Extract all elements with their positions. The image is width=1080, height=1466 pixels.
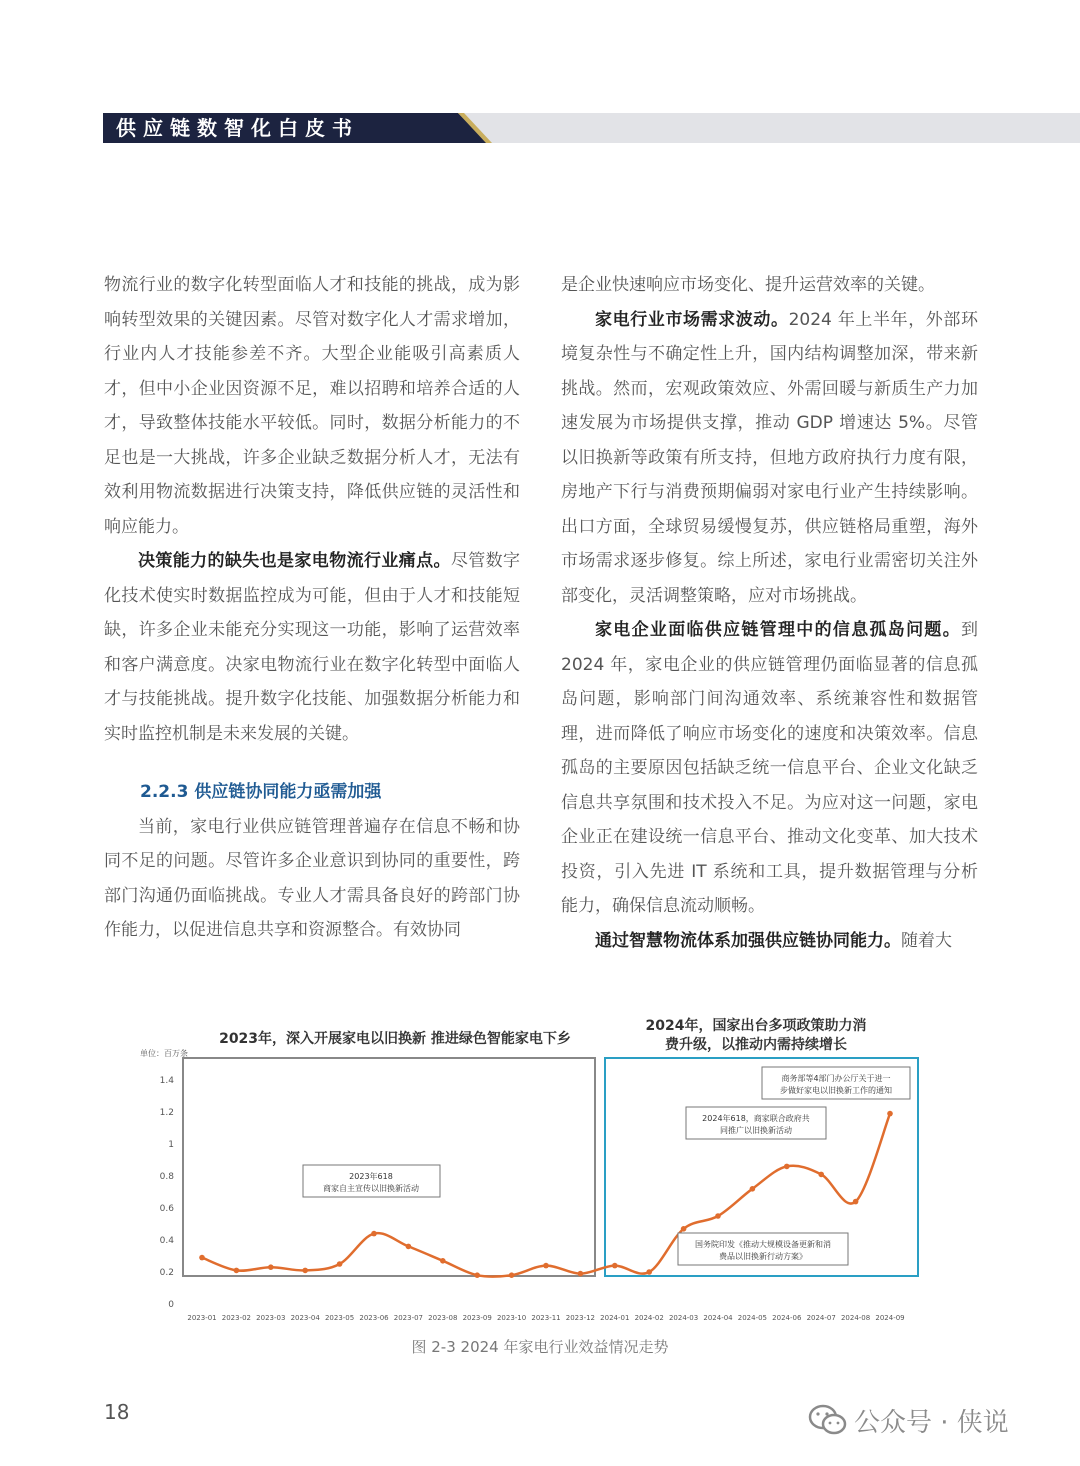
right-paragraph-0: 是企业快速响应市场变化、提升运营效率的关键。 [561, 275, 935, 295]
watermark-text: 公众号 · 侠说 [854, 1407, 1009, 1438]
x-tick-label: 2024-06 [772, 1314, 802, 1322]
x-tick-label: 2023-10 [496, 1314, 527, 1322]
data-point [474, 1272, 480, 1278]
x-tick-label: 2023-02 [221, 1314, 252, 1322]
y-tick-label: 1.4 [159, 1076, 174, 1086]
annotation-2024-618 [686, 1107, 826, 1139]
chart-unit-label: 单位：百万条 [140, 1049, 188, 1058]
y-tick-label: 0.8 [159, 1172, 174, 1182]
right-paragraph-3-lead: 通过智慧物流体系加强供应链协同能力。 [595, 930, 901, 951]
x-tick-label: 2023-09 [462, 1314, 492, 1322]
data-point [337, 1261, 343, 1267]
data-point [612, 1263, 618, 1269]
chart-title-2024-line1: 2024年，国家出台多项政策助力消 [645, 1018, 867, 1034]
page-number: 18 [104, 1400, 130, 1424]
annotation-ministry-line2: 步做好家电以旧换新工作的通知 [780, 1086, 892, 1095]
right-column [561, 268, 978, 958]
left-paragraph-1: 物流行业的数字化转型面临人才和技能的挑战，成为影响转型效果的关键因素。尽管对数字化人才需求增加，行业内人才技能参差不齐。大型企业能吸引高素质人才，但中小企业因资源不足，难以招聘和培养合适的人才，导致整体技能水平较低。同时，数据分析能力的不足也是一大挑战，许多企业缺乏数据分析人才，无法有效利用物流数据进行决策支持，降低供应链的灵活性和响应能力。 [104, 275, 520, 537]
y-tick-label: 0.6 [159, 1204, 174, 1214]
x-tick-label: 2023-01 [187, 1314, 217, 1322]
annotation-2024-618-line2: 同推广以旧换新活动 [720, 1126, 792, 1135]
left-paragraph-2-body: 尽管数字化技术使实时数据监控成为可能，但由于人才和技能短缺，许多企业未能充分实现这一功能，影响了运营效率和客户满意度。决家电物流行业在数字化转型中面临人才与技能挑战。提升数字化技能、加强数据分析能力和实时监控机制是未来发展的关键。 [104, 551, 521, 744]
annotation-state-council [678, 1233, 848, 1265]
x-tick-label: 2024-05 [737, 1314, 768, 1322]
y-tick-label: 0.2 [159, 1268, 174, 1278]
right-paragraph-2-lead: 家电企业面临供应链管理中的信息孤岛问题。 [595, 620, 961, 640]
data-point [818, 1172, 824, 1178]
x-axis-ticks [187, 1314, 904, 1322]
right-paragraph-1 [561, 303, 978, 614]
annotation-ministry-line1: 商务部等4部门办公厅关于进一 [781, 1074, 891, 1083]
right-paragraph-3-body: 随着大 [901, 930, 952, 951]
data-point [371, 1231, 377, 1237]
right-paragraph-1-body: 2024 年上半年，外部环境复杂性与不确定性上升，国内结构调整加深，带来新挑战。然而，宏观政策效应、外需回暖与新质生产力加速发展为市场提供支撑，推动 GDP 增速达 5%。尽管以旧换新等政策有所支持，但地方政府执行力度有限，房地产下行与消费预期偏弱对家电行业产生持续影响。出口方面，全球贸易缓慢复苏，供应链格局重塑，海外市场需求逐步修复。综上所述，家电行业需密切关注外部变化，灵活调整策略，应对市场挑战。 [561, 309, 978, 606]
x-tick-label: 2024-02 [634, 1314, 664, 1322]
x-tick-label: 2023-05 [324, 1314, 355, 1322]
data-point [302, 1268, 308, 1274]
left-column [104, 268, 520, 948]
left-paragraph-3: 当前，家电行业供应链管理普遍存在信息不畅和协同不足的问题。尽管许多企业意识到协同的重要性，跨部门沟通仍面临挑战。专业人才需具备良好的跨部门协作能力，以促进信息共享和资源整合。有效协同 [104, 816, 520, 940]
chart-title-2023: 2023年，深入开展家电以旧换新 推进绿色智能家电下乡 [219, 1031, 571, 1047]
x-tick-label: 2023-11 [531, 1314, 561, 1322]
left-paragraph-2-lead: 决策能力的缺失也是家电物流行业痛点。 [138, 551, 451, 571]
right-paragraph-2 [561, 613, 978, 924]
annotation-state-council-line1: 国务院印发《推动大规模设备更新和消 [695, 1240, 831, 1249]
y-tick-label: 1.2 [159, 1108, 174, 1118]
data-point [268, 1264, 274, 1270]
data-point [853, 1199, 859, 1205]
data-point [750, 1186, 756, 1192]
data-point [887, 1111, 893, 1117]
data-point [715, 1213, 721, 1219]
chart [130, 1005, 920, 1325]
annotation-state-council-line2: 费品以旧换新行动方案》 [719, 1252, 807, 1261]
x-tick-label: 2023-07 [393, 1314, 424, 1322]
data-point [440, 1258, 446, 1264]
data-point [784, 1164, 790, 1170]
left-paragraph-2 [104, 544, 520, 751]
y-tick-label: 0 [168, 1300, 174, 1310]
right-paragraph-3 [561, 924, 978, 959]
x-tick-label: 2024-07 [806, 1314, 836, 1322]
annotation-ministry-notice [762, 1067, 910, 1099]
x-tick-label: 2023-12 [565, 1314, 596, 1322]
x-tick-label: 2024-08 [840, 1314, 871, 1322]
header-title: 供应链数智化白皮书 [116, 116, 359, 140]
watermark [808, 1402, 1009, 1438]
x-tick-label: 2024-09 [875, 1314, 905, 1322]
x-tick-label: 2024-01 [600, 1314, 630, 1322]
x-tick-label: 2023-03 [256, 1314, 286, 1322]
data-point [578, 1271, 584, 1277]
annotation-2023-618-line1: 2023年618 [349, 1172, 393, 1181]
y-tick-label: 0.4 [159, 1236, 174, 1246]
section-heading: 2.2.3 供应链协同能力亟需加强 [140, 782, 382, 802]
y-tick-label: 1 [168, 1140, 174, 1150]
right-paragraph-2-body: 到 2024 年，家电企业的供应链管理仍面临显著的信息孤岛问题，影响部门间沟通效率、系统兼容性和数据管理，进而降低了响应市场变化的速度和决策效率。信息孤岛的主要原因包括缺乏统一信息平台、企业文化缺乏信息共享氛围和技术投入不足。为应对这一问题，家电企业正在建设统一信息平台、推动文化变革、加大技术投资，引入先进 IT 系统和工具，提升数据管理与分析能力，确保信息流动顺畅。 [561, 620, 978, 916]
x-tick-label: 2023-04 [290, 1314, 320, 1322]
data-point [646, 1269, 652, 1275]
x-tick-label: 2023-08 [428, 1314, 458, 1322]
data-point [509, 1272, 515, 1278]
annotation-2024-618-line1: 2024年618，商家联合政府共 [702, 1114, 810, 1123]
wechat-icon [808, 1404, 848, 1436]
y-axis-ticks [160, 1076, 175, 1310]
data-point [543, 1263, 549, 1269]
data-point [234, 1268, 240, 1274]
data-point [406, 1244, 412, 1250]
data-point [199, 1255, 205, 1261]
chart-svg [130, 1005, 920, 1325]
data-point [681, 1226, 687, 1232]
annotation-2023-618-line2: 商家自主宣传以旧换新活动 [323, 1184, 419, 1193]
annotation-2023-618 [303, 1165, 440, 1197]
figure-caption: 图 2-3 2024 年家电行业效益情况走势 [411, 1338, 669, 1356]
x-tick-label: 2023-06 [359, 1314, 389, 1322]
x-tick-label: 2024-04 [703, 1314, 733, 1322]
x-tick-label: 2024-03 [668, 1314, 699, 1322]
chart-title-2024-line2: 费升级，以推动内需持续增长 [665, 1037, 847, 1053]
right-paragraph-1-lead: 家电行业市场需求波动。 [595, 309, 789, 330]
